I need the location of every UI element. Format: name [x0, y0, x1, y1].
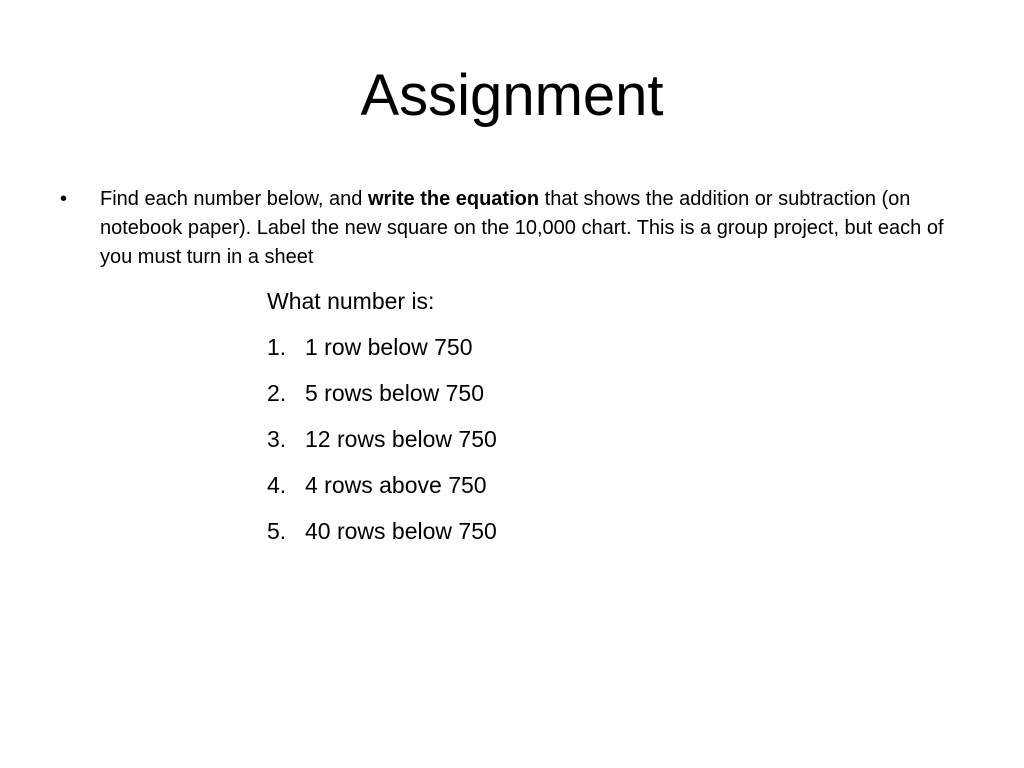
question-number: 3.: [267, 426, 287, 452]
question-item: [267, 516, 767, 546]
question-text: 4 rows above 750: [305, 472, 487, 498]
question-item: [267, 470, 767, 500]
question-list: [267, 332, 767, 546]
question-item: [267, 424, 767, 454]
slide-title: Assignment: [360, 63, 664, 128]
question-text: 1 row below 750: [305, 334, 473, 360]
question-item: [267, 332, 767, 362]
question-item: [267, 378, 767, 408]
question-number: 2.: [267, 380, 287, 406]
question-number: 5.: [267, 518, 287, 544]
question-block: [267, 286, 767, 562]
question-text: 40 rows below 750: [305, 518, 497, 544]
instruction-text: [100, 185, 970, 272]
instruction-text-end: that shows the addition or subtraction (on notebook paper). Label the new square on the 10,000 chart. This is a group project, but each of you must turn in a sheet: [100, 188, 944, 268]
question-text: 5 rows below 750: [305, 380, 484, 406]
question-number: 4.: [267, 472, 287, 498]
bullet-marker: •: [60, 188, 68, 210]
question-text: 12 rows below 750: [305, 426, 497, 452]
instruction-text-bold: write the equation: [367, 188, 540, 210]
question-heading: What number is:: [267, 288, 435, 314]
question-number: 1.: [267, 334, 287, 360]
instruction-text-start: Find each number below, and: [100, 188, 368, 210]
